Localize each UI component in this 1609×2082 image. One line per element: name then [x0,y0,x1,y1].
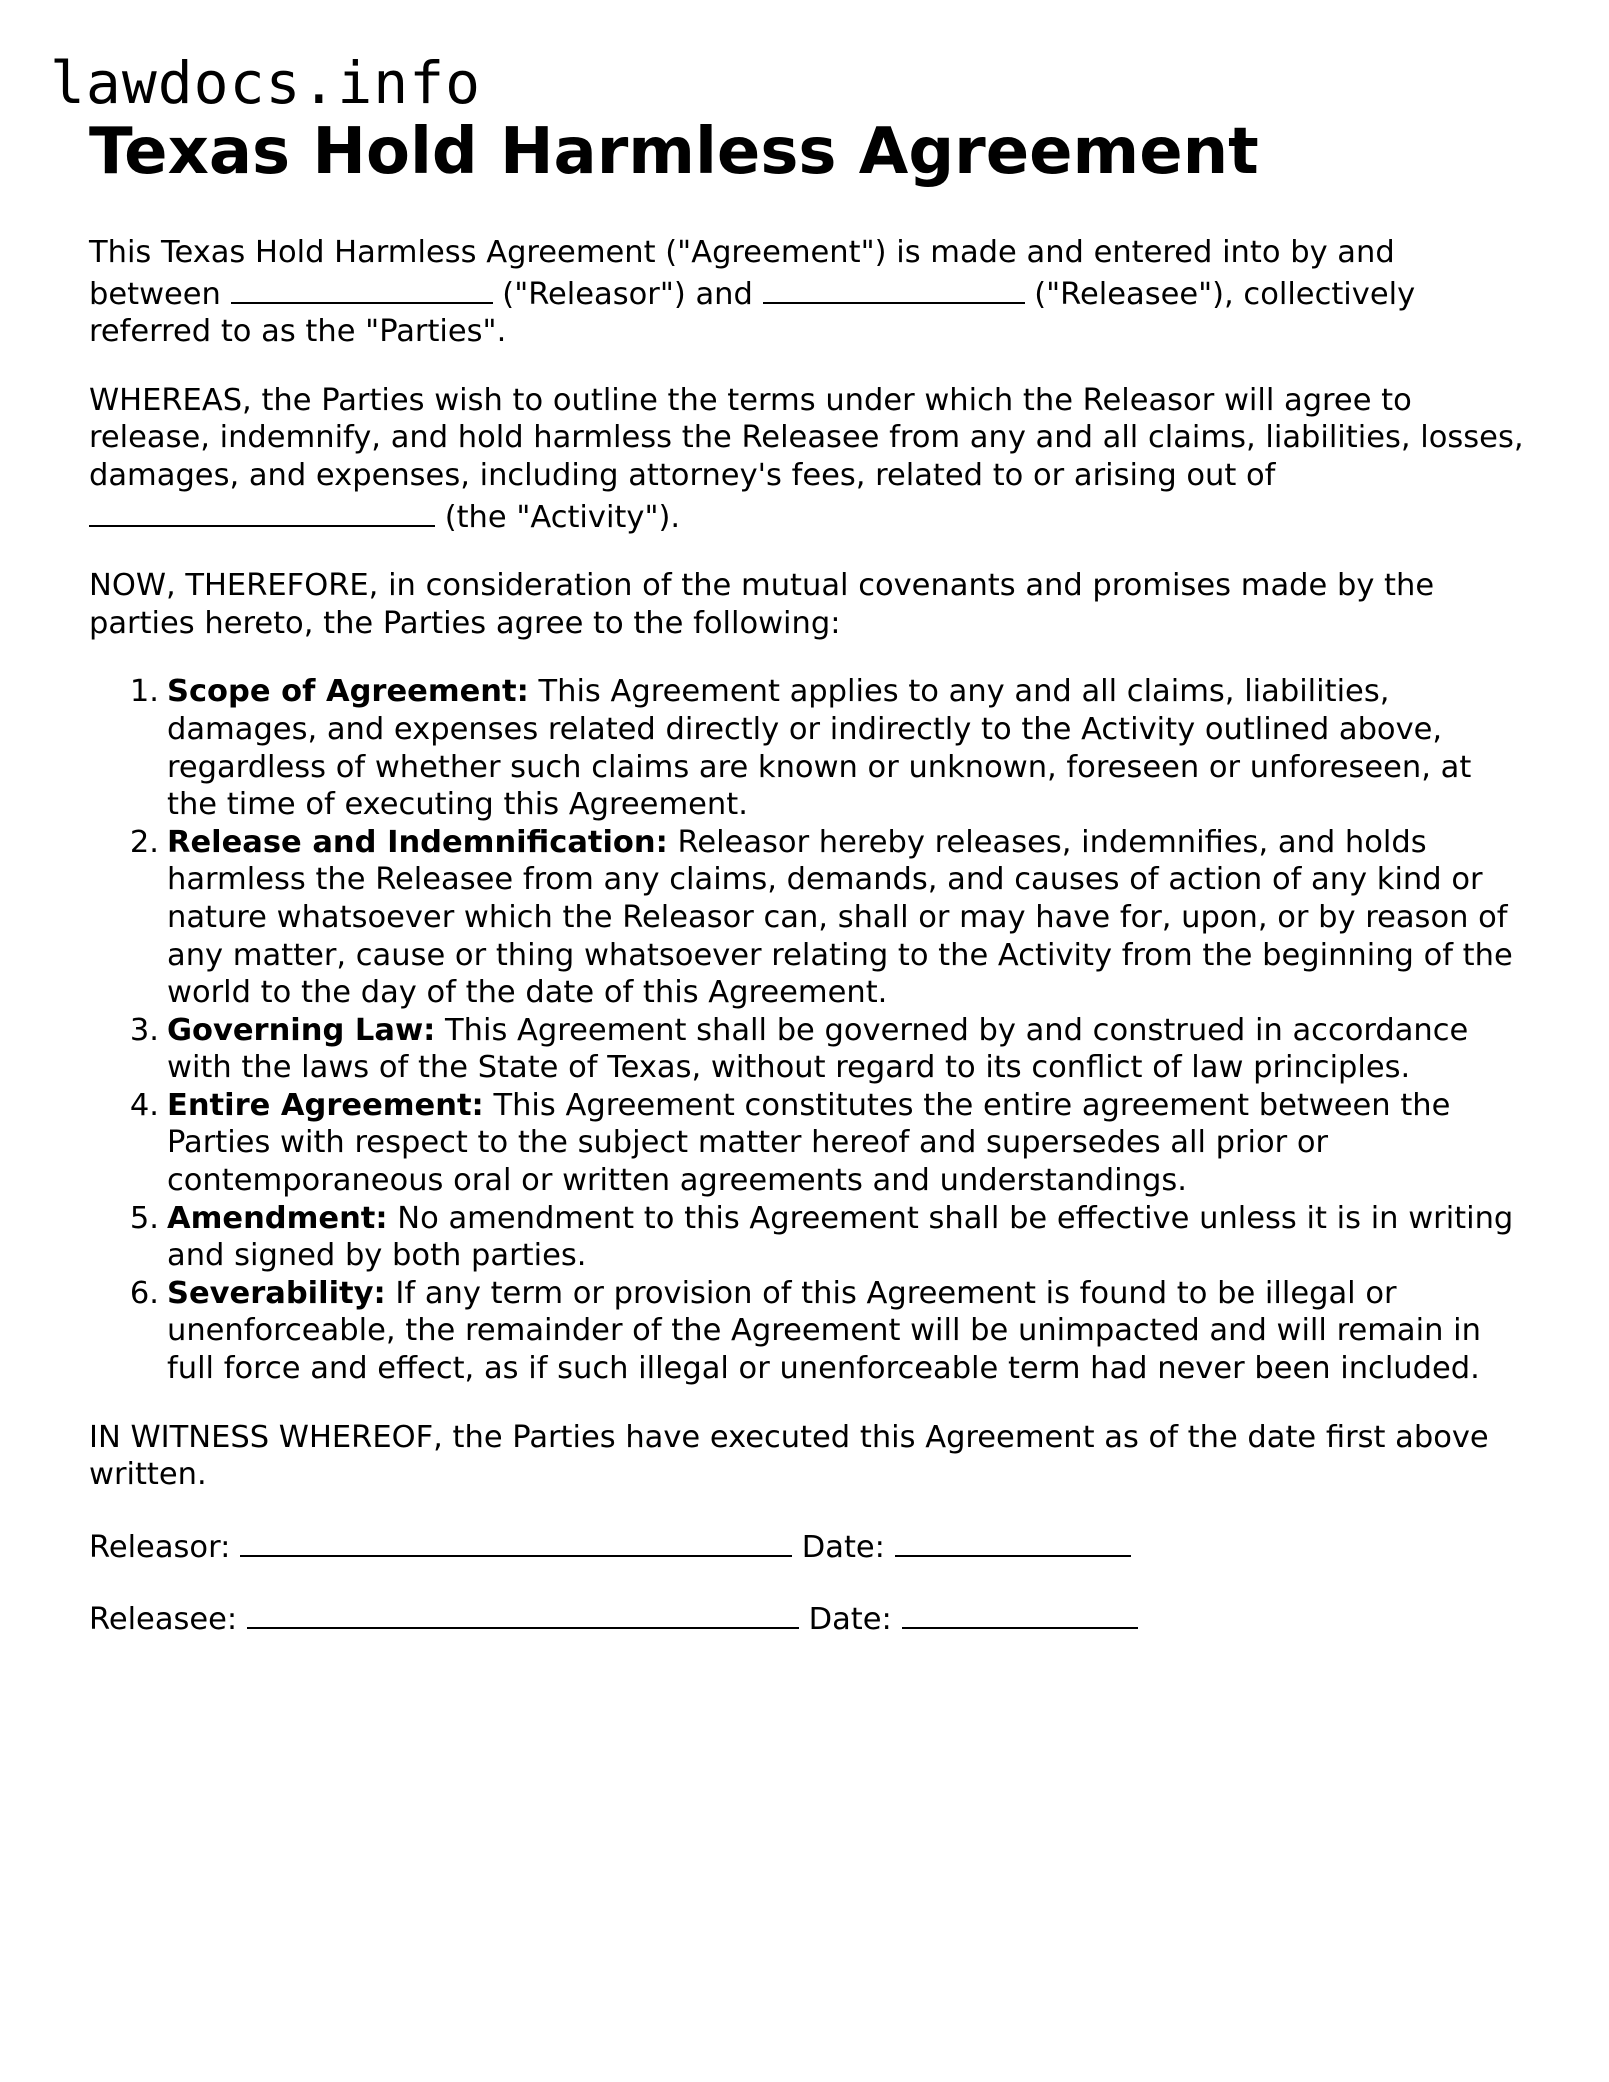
releasor-signature-line [89,1525,1529,1567]
intro-paragraph [89,234,1529,351]
term-text: Releasor hereby releases, indemnifies, and holds harmless the Releasee from any claims, demands, and causes of action of any kind or nature whatsoever which the Releasor can, shall or may have for, upon, or by reason of any matter, cause or thing whatsoever relating to the Activity from the beginning of the world to the day of the date of this Agreement. [167,824,1513,1011]
releasee-signature-line [89,1597,1529,1639]
term-heading: Scope of Agreement: [167,674,529,710]
whereas-text-2: (the "Activity"). [444,499,681,535]
term-number: 5. [129,1200,159,1236]
releasee-name-blank [763,272,1025,304]
document-body [89,110,1529,1639]
site-watermark: lawdocs.info [50,49,482,117]
releasor-name-blank [231,272,493,304]
now-therefore-paragraph: NOW, THEREFORE, in consideration of the mutual covenants and promises made by the parties hereto, the Parties agree to the following: [89,568,1435,641]
term-number: 4. [129,1087,159,1123]
terms-list [89,673,1529,1387]
term-heading: Amendment: [167,1200,388,1236]
term-text: This Agreement applies to any and all claims, liabilities, damages, and expenses related directly or indirectly to the Activity outlined above, regardless of whether such claims are known or unknown, foreseen or unforeseen, at the time of executing this Agreement. [167,674,1472,823]
document-title: Texas Hold Harmless Agreement [89,115,1259,189]
intro-text-2: ("Releasor") and [502,276,753,312]
releasee-date-blank [902,1597,1138,1629]
term-text: If any term or provision of this Agreement is found to be illegal or unenforceable, the remainder of the Agreement will be unimpacted and will remain in full force and effect, as if such illegal or unenforceable term had never been included. [167,1275,1481,1387]
releasor-label: Releasor: [89,1529,231,1565]
intro-text-3: ("Releasee"), collectively referred to as the "Parties". [89,276,1416,350]
term-number: 6. [129,1275,159,1311]
releasee-date-label: Date: [808,1602,892,1638]
term-heading: Severability: [167,1275,386,1311]
term-item [89,1200,1529,1275]
term-text: This Agreement shall be governed by and construed in accordance with the laws of the State of Texas, without regard to its conflict of law principles. [167,1012,1469,1086]
releasee-signature-blank [247,1597,799,1629]
intro-text-1: This Texas Hold Harmless Agreement ("Agreement") is made and entered into by and between [89,235,1395,312]
term-heading: Release and Indemnification: [167,824,668,860]
term-item [89,673,1529,823]
term-text: No amendment to this Agreement shall be effective unless it is in writing and signed by both parties. [167,1200,1514,1274]
term-item [89,1087,1529,1200]
whereas-text-1: WHEREAS, the Parties wish to outline the terms under which the Releasor will agree to release, indemnify, and hold harmless the Releasee from any and all claims, liabilities, losses, damages, and expenses, including attorney's fees, related to or arising out of [89,382,1524,493]
releasor-date-blank [895,1525,1131,1557]
term-number: 2. [129,824,159,860]
whereas-paragraph [89,382,1529,536]
releasor-signature-blank [240,1525,792,1557]
term-item [89,1275,1529,1388]
term-item [89,1012,1529,1087]
term-number: 1. [129,674,159,710]
term-heading: Governing Law: [167,1012,436,1048]
term-number: 3. [129,1012,159,1048]
term-text: This Agreement constitutes the entire agreement between the Parties with respect to the subject matter hereof and supersedes all prior or contemporaneous oral or written agreements and understandings. [167,1087,1451,1199]
term-heading: Entire Agreement: [167,1087,484,1123]
releasor-date-label: Date: [801,1529,885,1565]
releasee-label: Releasee: [89,1602,238,1638]
activity-blank [89,495,435,527]
term-item [89,824,1529,1012]
witness-paragraph: IN WITNESS WHEREOF, the Parties have executed this Agreement as of the date first above written. [89,1419,1489,1493]
